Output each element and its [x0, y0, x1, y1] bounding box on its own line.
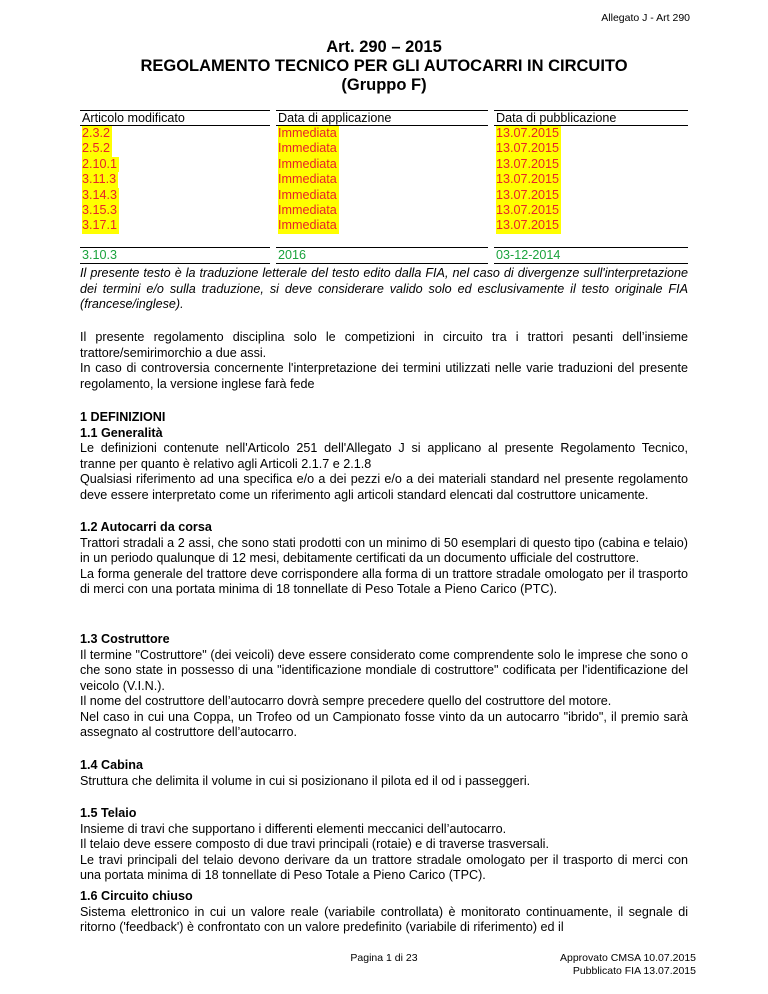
subsection-heading: 1.5 Telaio: [80, 806, 137, 820]
paragraph: La forma generale del trattore deve corrispondere alla forma di un trattore stradale omologato per il trasporto di merci con una portata minima di 18 tonnellate di Peso Totale a Pieno Carico (PTC).: [80, 566, 688, 596]
disclaimer-text: Il presente testo è la traduzione letterale del testo edito dalla FIA, nel caso di divergenze sull'interpretazione dei termini e/o sulla traduzione, si deve considerare valido solo ed esclusivamente il testo originale FIA (francese/inglese).: [80, 266, 688, 311]
column-article: [80, 110, 270, 264]
section-1-3: [80, 632, 688, 741]
table-header: Data di pubblicazione: [494, 110, 688, 126]
column-application-date: [276, 110, 488, 264]
table-cell: 3.14.3: [82, 187, 118, 202]
paragraph: Il termine "Costruttore" (dei veicoli) deve essere considerato come comprendente solo le imprese che sono o che sono state in possesso di una "identificazione mondiale di costruttore" codificata per l'identificazione del veicolo (V.I.N.).: [80, 647, 688, 693]
paragraph: Il telaio deve essere composto di due travi principali (rotaie) e di traverse trasversali.: [80, 837, 549, 851]
paragraph: Struttura che delimita il volume in cui si posizionano il pilota ed il od i passeggeri.: [80, 773, 531, 788]
table-cell: 2.10.1: [82, 156, 118, 171]
paragraph: Sistema elettronico in cui un valore reale (variabile controllata) è monitorato continuamente, il segnale di ritorno ('feedback') è confrontato con un valore predefinito (variabile di riferimento) ed il: [80, 904, 688, 934]
footer-published: Pubblicato FIA 13.07.2015: [572, 965, 696, 977]
section-1-5: [80, 806, 688, 884]
paragraph: Insieme di travi che supportano i differenti elementi meccanici dell’autocarro.: [80, 821, 507, 836]
table-cell: 13.07.2015: [496, 141, 560, 156]
header-reference: Allegato J - Art 290: [601, 12, 690, 24]
title-line-1: Art. 290 – 2015: [326, 38, 442, 56]
paragraph: Le travi principali del telaio devono derivare da un trattore stradale omologato per il trasporto di merci con una portata minima di 18 tonnellate di Peso Totale a Pieno Carico (TPC).: [80, 852, 688, 882]
table-cell: Immediata: [278, 141, 337, 156]
table-cell: 13.07.2015: [496, 187, 560, 202]
column-publication-date: [494, 110, 688, 264]
section-1: [80, 410, 688, 503]
paragraph: Qualsiasi riferimento ad una specifica e/o a dei pezzi e/o a dei materiali standard nel presente regolamento deve essere interpretato come un riferimento agli articoli standard elencati dal costruttore unicamente.: [80, 472, 688, 502]
table-cell: Immediata: [278, 218, 337, 233]
section-1-6: [80, 889, 688, 936]
section-1-4: [80, 758, 688, 789]
table-cell: Immediata: [278, 126, 337, 140]
table-cell: 13.07.2015: [496, 156, 560, 171]
document-title: [0, 38, 768, 95]
intro-block: [80, 330, 688, 392]
paragraph: Il nome del costruttore dell’autocarro dovrà sempre precedere quello del costruttore del motore.: [80, 694, 612, 708]
table-cell: Immediata: [278, 187, 337, 202]
table-cell: 13.07.2015: [496, 126, 560, 140]
table-cell: 13.07.2015: [496, 218, 560, 233]
table-cell-green: 2016: [276, 248, 488, 264]
disclaimer-block: [80, 266, 688, 313]
table-cell: 2.3.2: [82, 126, 111, 140]
subsection-heading: 1.1 Generalità: [80, 425, 163, 440]
subsection-heading: 1.2 Autocarri da corsa: [80, 520, 212, 534]
table-cell: 3.11.3: [82, 172, 117, 187]
subsection-heading: 1.4 Cabina: [80, 758, 143, 772]
subsection-heading: 1.6 Circuito chiuso: [80, 889, 193, 903]
table-header: Articolo modificato: [80, 110, 270, 126]
footer-approved: Approvato CMSA 10.07.2015: [559, 952, 696, 964]
footer-approval: [560, 952, 696, 978]
intro-paragraph: Il presente regolamento disciplina solo le competizioni in circuito tra i trattori pesanti dell’insieme trattore/semirimorchio a due assi.: [80, 330, 688, 360]
paragraph: Nel caso in cui una Coppa, un Trofeo od un Campionato fosse vinto da un autocarro "ibrido", il premio sarà assegnato al costruttore dell’autocarro.: [80, 709, 688, 739]
table-cell-green: 03-12-2014: [494, 248, 688, 264]
table-cell: 13.07.2015: [496, 202, 560, 217]
table-cell: 13.07.2015: [496, 172, 560, 187]
section-1-2: [80, 520, 688, 598]
table-cell: 2.5.2: [82, 141, 111, 156]
section-heading: 1 DEFINIZIONI: [80, 410, 166, 424]
title-line-3: (Gruppo F): [341, 76, 427, 94]
table-cell: Immediata: [278, 156, 337, 171]
table-header: Data di applicazione: [276, 110, 488, 126]
subsection-heading: 1.3 Costruttore: [80, 632, 170, 646]
table-cell: 3.17.1: [82, 218, 118, 233]
page-number: Pagina 1 di 23: [350, 952, 418, 964]
table-cell: Immediata: [278, 172, 337, 187]
intro-paragraph: In caso di controversia concernente l'interpretazione dei termini utilizzati nelle varie traduzioni del presente regolamento, la versione inglese farà fede: [80, 361, 688, 391]
table-cell-green: 3.10.3: [80, 248, 270, 264]
table-cell: Immediata: [278, 202, 337, 217]
table-cell: 3.15.3: [82, 202, 118, 217]
paragraph: Le definizioni contenute nell'Articolo 251 dell'Allegato J si applicano al presente Regolamento Tecnico, tranne per quanto è relativo agli Articoli 2.1.7 e 2.1.8: [80, 441, 688, 471]
paragraph: Trattori stradali a 2 assi, che sono stati prodotti con un minimo di 50 esemplari di questo tipo (cabina e telaio) in un periodo qualunque di 12 mesi, debitamente certificati da un documento ufficiale del costruttore.: [80, 535, 688, 565]
title-line-2: REGOLAMENTO TECNICO PER GLI AUTOCARRI IN CIRCUITO: [140, 57, 628, 75]
